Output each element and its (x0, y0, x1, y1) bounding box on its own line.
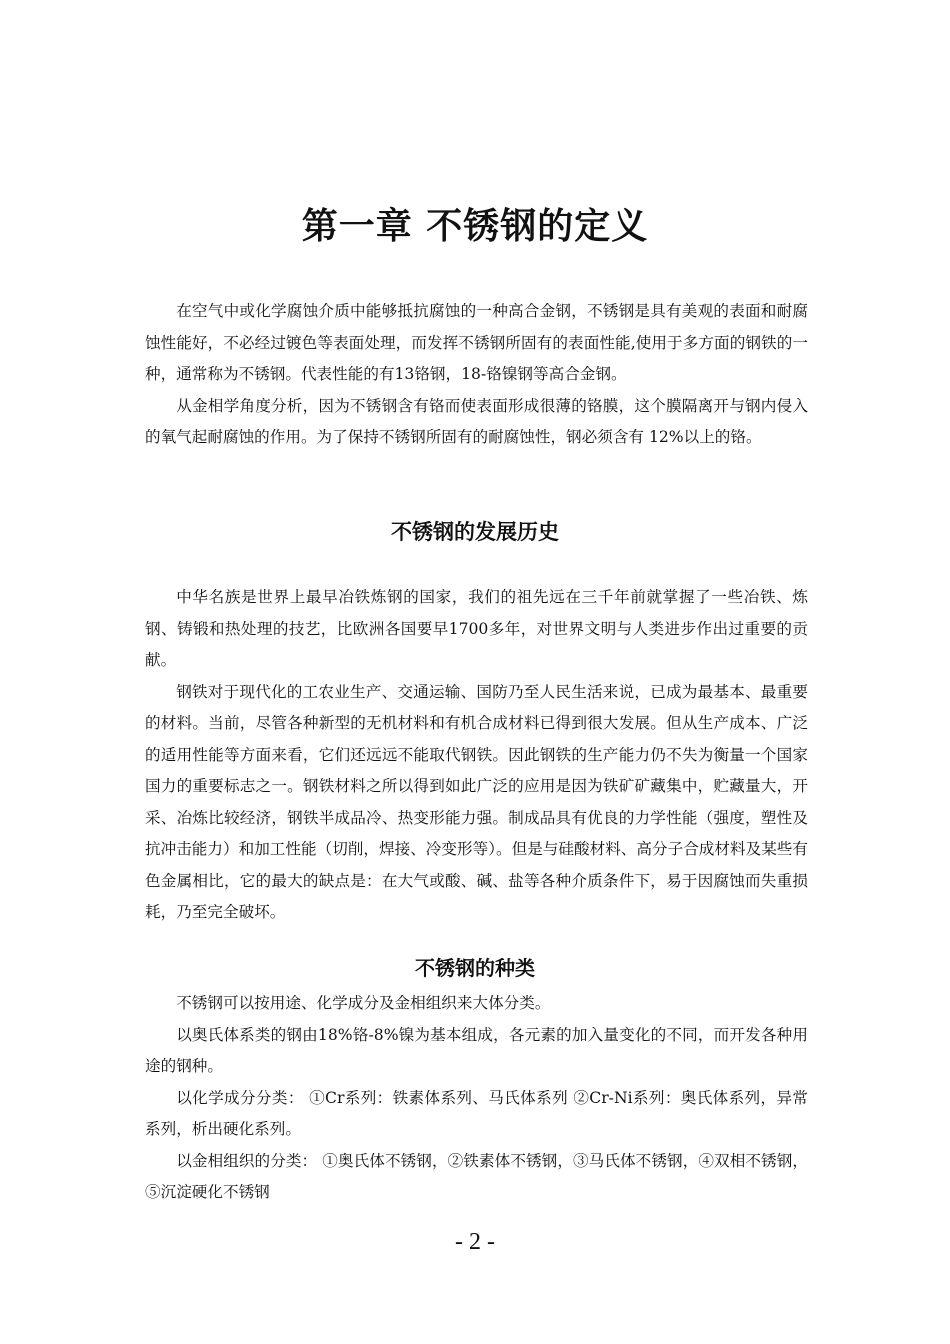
types-section (145, 988, 808, 1209)
paragraph: 在空气中或化学腐蚀介质中能够抵抗腐蚀的一种高合金钢，不锈钢是具有美观的表面和耐腐蚀性能好，不必经过镀色等表面处理，而发挥不锈钢所固有的表面性能,使用于多方面的钢铁的一种，通常称为不锈钢。代表性能的有13铬钢，18-铬镍钢等高合金钢。 (145, 302, 808, 383)
intro-section (145, 296, 808, 454)
paragraph: 不锈钢可以按用途、化学成分及金相组织来大体分类。 (176, 994, 551, 1012)
paragraph: 以金相组织的分类： ①奥氏体不锈钢，②铁素体不锈钢，③马氏体不锈钢，④双相不锈钢，⑤沉淀硬化不锈钢 (145, 1151, 808, 1201)
history-section (145, 582, 808, 929)
paragraph: 以化学成分分类： ①Cr系列：铁素体系列、马氏体系列 ②Cr-Ni系列：奥氏体系列，异常系列，析出硬化系列。 (145, 1088, 808, 1138)
page-number: - 2 - (455, 1229, 495, 1255)
chapter-title: 第一章 不锈钢的定义 (301, 206, 649, 247)
paragraph: 从金相学角度分析，因为不锈钢含有铬而使表面形成很薄的铬膜，这个膜隔离开与钢内侵入的氧气起耐腐蚀的作用。为了保持不锈钢所固有的耐腐蚀性，钢必须含有 12%以上的铬。 (145, 396, 808, 446)
paragraph: 钢铁对于现代化的工农业生产、交通运输、国防乃至人民生活来说，已成为最基本、最重要的材料。当前，尽管各种新型的无机材料和有机合成材料已得到很大发展。但从生产成本、广泛的适用性能等方面来看，它们还远远不能取代钢铁。因此钢铁的生产能力仍不失为衡量一个国家国力的重要标志之一。钢铁材料之所以得到如此广泛的应用是因为铁矿矿藏集中，贮藏量大，开采、冶炼比较经济，钢铁半成品冷、热变形能力强。制成品具有优良的力学性能（强度，塑性及抗冲击能力）和加工性能（切削，焊接、冷变形等）。但是与硅酸材料、高分子合成材料及某些有色金属相比，它的最大的缺点是：在大气或酸、碱、盐等各种介质条件下，易于因腐蚀而失重损耗，乃至完全破坏。 (145, 682, 808, 921)
paragraph: 中华名族是世界上最早冶铁炼钢的国家，我们的祖先远在三千年前就掌握了一些冶铁、炼钢、铸锻和热处理的技艺，比欧洲各国要早1700多年，对世界文明与人类进步作出过重要的贡献。 (145, 588, 808, 669)
paragraph: 以奥氏体系类的钢由18%铬-8%镍为基本组成，各元素的加入量变化的不同，而开发各种用途的钢种。 (145, 1025, 808, 1075)
section-heading-types: 不锈钢的种类 (415, 956, 535, 980)
section-heading-history: 不锈钢的发展历史 (391, 520, 559, 544)
